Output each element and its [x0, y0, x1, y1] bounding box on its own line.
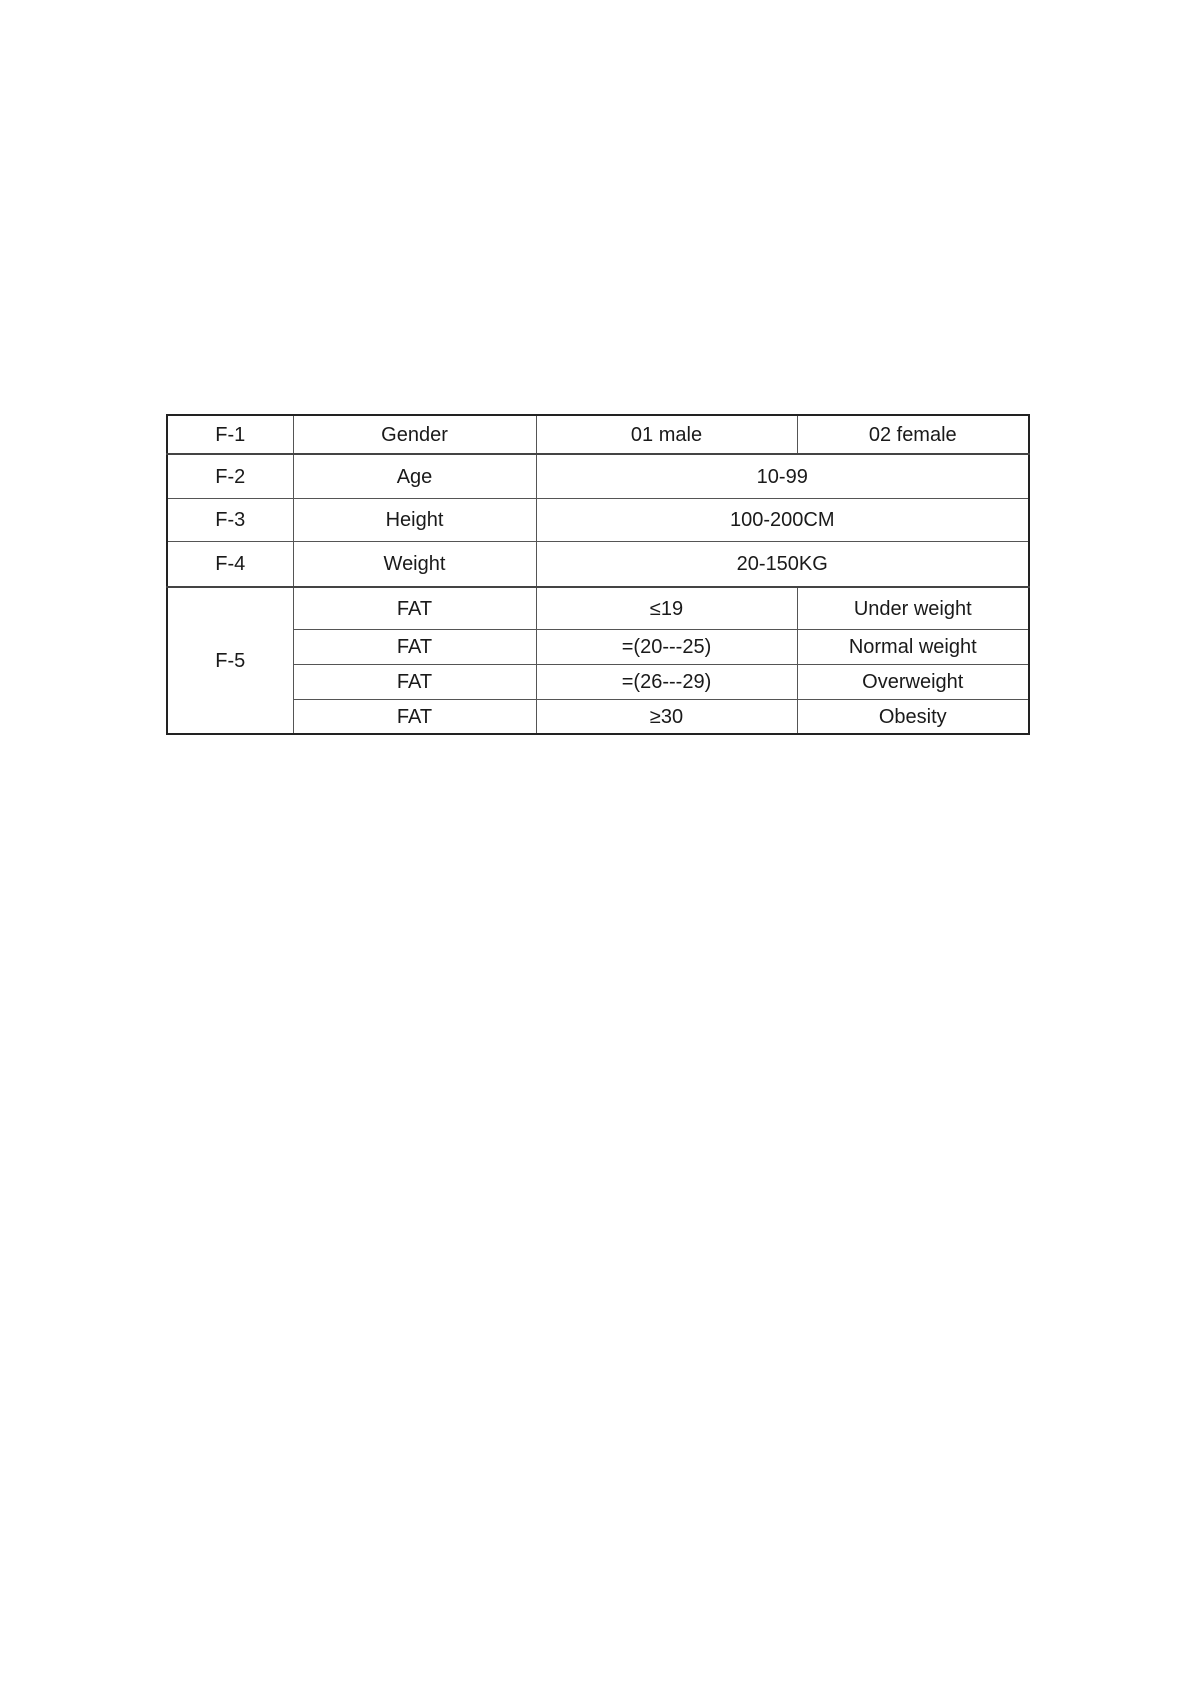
range-cell: =(26---29)	[536, 665, 797, 700]
label-cell: FAT	[293, 700, 536, 735]
option-cell-male: 01 male	[536, 415, 797, 454]
table-row-f1	[167, 415, 1029, 454]
table-row-f5	[167, 665, 1029, 700]
code-cell: F-3	[167, 499, 293, 542]
table-row-f2	[167, 454, 1029, 499]
table-row-f4	[167, 542, 1029, 588]
range-cell: 20-150KG	[536, 542, 1029, 588]
label-cell: FAT	[293, 665, 536, 700]
option-cell-female: 02 female	[797, 415, 1029, 454]
range-cell: ≤19	[536, 587, 797, 630]
label-cell: Height	[293, 499, 536, 542]
range-cell: 100-200CM	[536, 499, 1029, 542]
code-cell: F-2	[167, 454, 293, 499]
table-row-f5	[167, 700, 1029, 735]
code-cell: F-4	[167, 542, 293, 588]
range-cell: ≥30	[536, 700, 797, 735]
label-cell: FAT	[293, 630, 536, 665]
label-cell: Age	[293, 454, 536, 499]
code-cell: F-1	[167, 415, 293, 454]
category-cell: Obesity	[797, 700, 1029, 735]
label-cell: Weight	[293, 542, 536, 588]
code-cell: F-5	[167, 587, 293, 734]
table-row-f5	[167, 630, 1029, 665]
label-cell: Gender	[293, 415, 536, 454]
category-cell: Under weight	[797, 587, 1029, 630]
settings-table	[166, 414, 1030, 735]
table-row-f5	[167, 587, 1029, 630]
category-cell: Overweight	[797, 665, 1029, 700]
range-cell: 10-99	[536, 454, 1029, 499]
label-cell: FAT	[293, 587, 536, 630]
table-row-f3	[167, 499, 1029, 542]
range-cell: =(20---25)	[536, 630, 797, 665]
category-cell: Normal weight	[797, 630, 1029, 665]
